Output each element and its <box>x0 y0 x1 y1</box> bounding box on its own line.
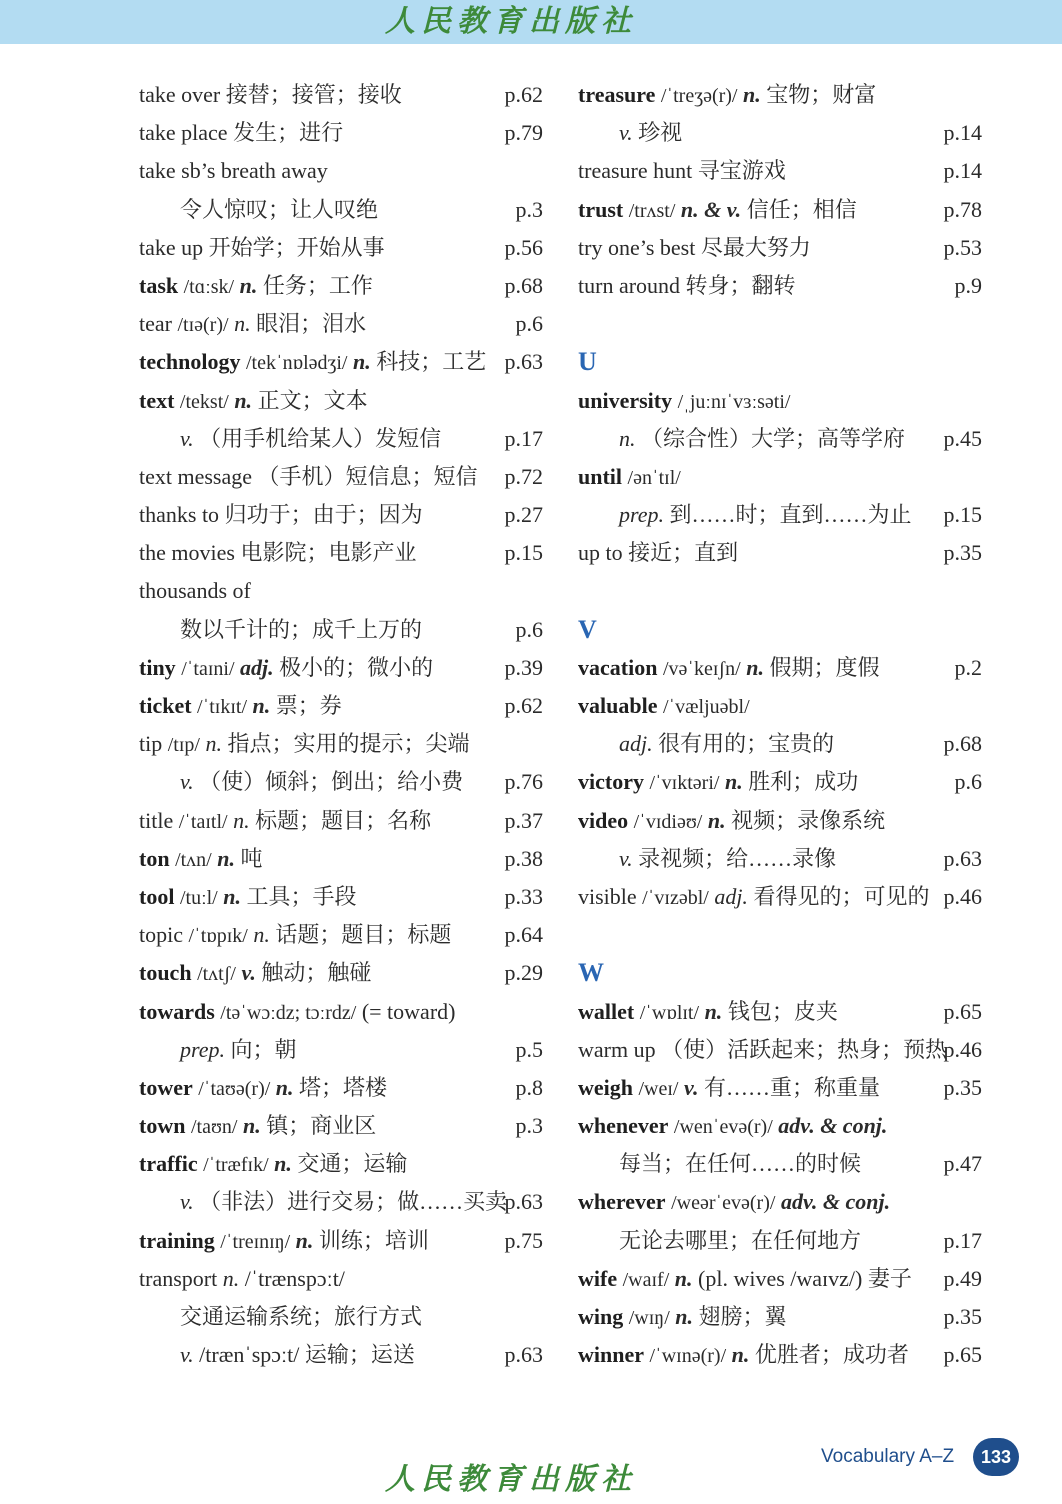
part-of-speech: n. <box>746 654 764 680</box>
page-ref: p.62 <box>504 693 543 718</box>
vocab-entry <box>578 114 982 152</box>
phonetic: /ˈwɪnə(r)/ <box>649 1345 727 1368</box>
vocab-entry <box>578 840 982 878</box>
page-ref: p.38 <box>504 845 543 871</box>
vocab-entry <box>139 420 543 458</box>
part-of-speech: n. <box>674 1265 693 1291</box>
definition: 钱包；皮夹 <box>727 998 838 1024</box>
page-ref: p.53 <box>943 234 982 260</box>
definition: 假期；度假 <box>769 654 880 680</box>
vocab-entry <box>139 343 543 381</box>
phonetic: /tekst/ <box>179 390 229 413</box>
part-of-speech: n. <box>675 1304 694 1329</box>
part-of-speech: n. <box>234 387 253 413</box>
definition: 话题；题目；标题 <box>275 922 452 948</box>
phonetic: /ˌjuːnɪˈvɜːsəti/ <box>677 390 791 413</box>
page-ref: p.3 <box>515 196 543 222</box>
phonetic: /ˈvɪktəri/ <box>649 772 720 795</box>
vocab-entry <box>139 1069 543 1107</box>
definition: （使）倾斜；倒出；给小费 <box>199 769 464 795</box>
phonetic: /waɪf/ <box>622 1268 670 1291</box>
definition: 宝物；财富 <box>766 82 877 107</box>
part-of-speech: adv. & conj. <box>778 1113 888 1139</box>
page-ref: p.5 <box>515 1036 543 1062</box>
definition: 归功于；由于；因为 <box>224 502 423 528</box>
page-ref: p.14 <box>943 120 982 146</box>
vocab-entry <box>139 1183 543 1221</box>
definition: （综合性）大学；高等学府 <box>641 425 906 451</box>
page-ref: p.46 <box>943 883 982 909</box>
headword: until <box>578 463 623 489</box>
definition: （用手机给某人）发短信 <box>199 425 442 451</box>
page-ref: p.68 <box>943 731 982 757</box>
definition: 翅膀；翼 <box>698 1304 787 1329</box>
vocab-entry <box>578 76 982 114</box>
vocab-entry <box>578 763 982 801</box>
vocab-entry <box>139 305 543 343</box>
definition: 优胜者；成功者 <box>754 1342 909 1368</box>
definition: 发生；进行 <box>233 120 344 146</box>
headword: touch <box>139 960 192 986</box>
page-ref: p.64 <box>504 922 543 948</box>
vocab-entry <box>139 1222 543 1260</box>
headword: transport <box>139 1265 218 1291</box>
vocab-entry <box>139 840 543 878</box>
definition: 视频；录像系统 <box>731 807 886 833</box>
definition: 看得见的；可见的 <box>753 883 930 909</box>
page-ref: p.75 <box>504 1227 543 1253</box>
headword: turn around <box>578 272 681 298</box>
vocab-entry <box>139 916 543 954</box>
vocab-entry <box>139 496 543 534</box>
part-of-speech: n. <box>353 349 371 375</box>
part-of-speech: n. <box>275 1074 294 1100</box>
headword: tear <box>139 311 172 337</box>
headword: wing <box>578 1304 624 1329</box>
vocab-entry <box>139 1336 543 1374</box>
headword: video <box>578 807 629 833</box>
headword: training <box>139 1227 215 1253</box>
page-ref: p.33 <box>504 883 543 909</box>
part-of-speech: n. <box>619 425 636 451</box>
part-of-speech: n. <box>234 311 251 337</box>
definition: 令人惊叹；让人叹绝 <box>180 196 379 222</box>
definition: 胜利；成功 <box>748 769 859 795</box>
definition: 任务；工作 <box>262 272 373 298</box>
vocab-entry <box>139 458 543 496</box>
part-of-speech: v. <box>180 425 194 451</box>
vocab-entry <box>139 534 543 572</box>
page-ref: p.63 <box>504 1342 543 1368</box>
page-ref: p.8 <box>515 1074 543 1100</box>
part-of-speech: n. <box>205 731 222 757</box>
phonetic: /weɪ/ <box>638 1077 679 1100</box>
page-ref: p.63 <box>504 349 543 375</box>
headword: ton <box>139 845 170 871</box>
part-of-speech: n. <box>707 807 726 833</box>
headword: trust <box>578 196 624 222</box>
definition: 很有用的；宝贵的 <box>658 731 835 757</box>
vocab-entry <box>139 954 543 992</box>
part-of-speech: adj. <box>619 731 653 757</box>
vocab-entry <box>578 1107 982 1145</box>
part-of-speech: n. <box>239 272 258 298</box>
definition: 标题；题目；名称 <box>255 807 432 833</box>
part-of-speech: n. <box>223 883 241 909</box>
part-of-speech: prep. <box>180 1036 226 1062</box>
vocab-entry <box>578 1031 982 1069</box>
definition: (= toward) <box>361 998 456 1024</box>
page-ref: p.45 <box>943 425 982 451</box>
definition: 指点；实用的提示；尖端 <box>227 731 470 757</box>
definition: （手机）短信息；短信 <box>257 463 478 489</box>
vocab-entry <box>578 534 982 572</box>
headword: take over <box>139 82 221 107</box>
definition: 极小的；微小的 <box>279 654 434 680</box>
part-of-speech: n. <box>274 1151 292 1177</box>
page-ref: p.15 <box>504 540 543 566</box>
phonetic: /ˈtreɪnɪŋ/ <box>220 1230 291 1253</box>
headword: university <box>578 387 673 413</box>
headword: wallet <box>578 998 635 1024</box>
phonetic: /ˈtaʊə(r)/ <box>198 1077 271 1100</box>
definition: （使）活跃起来；热身；预热 <box>661 1036 948 1062</box>
definition: 无论去哪里；在任何地方 <box>619 1227 862 1253</box>
spacer-row <box>578 916 982 954</box>
page-ref: p.62 <box>504 82 543 107</box>
vocab-entry <box>578 458 982 496</box>
part-of-speech: v. <box>180 769 194 795</box>
phonetic: /ˈtaɪni/ <box>181 657 235 680</box>
headword: tool <box>139 883 175 909</box>
phonetic: /tekˈnɒlədʒi/ <box>245 352 348 375</box>
section-letter: U <box>578 347 597 377</box>
left-column <box>139 76 543 1374</box>
definition: 训练；培训 <box>318 1227 429 1253</box>
part-of-speech: n. <box>217 845 235 871</box>
page-ref: p.68 <box>504 272 543 298</box>
vocab-entry <box>578 229 982 267</box>
definition: 交通；运输 <box>297 1151 408 1177</box>
definition: （非法）进行交易；做……买卖 <box>199 1189 508 1215</box>
part-of-speech: n. <box>743 82 761 107</box>
definition: 寻宝游戏 <box>697 158 786 184</box>
phonetic: /tuːl/ <box>179 886 218 909</box>
headword: winner <box>578 1342 644 1368</box>
definition: 有……重；称重量 <box>703 1074 880 1100</box>
phonetic: /ˈtɪkɪt/ <box>197 696 248 718</box>
section-letter-row <box>578 343 982 381</box>
vocab-entry <box>139 1107 543 1145</box>
vocab-entry <box>578 1145 982 1183</box>
headword: tower <box>139 1074 193 1100</box>
phonetic: /ˈtaɪtl/ <box>178 810 228 833</box>
headword: wife <box>578 1265 618 1291</box>
page-ref: p.14 <box>943 158 982 184</box>
vocab-entry <box>578 1260 982 1298</box>
page-ref: p.35 <box>943 1074 982 1100</box>
part-of-speech: n. & v. <box>680 196 742 222</box>
definition: 吨 <box>240 845 263 871</box>
headword: technology <box>139 349 241 375</box>
definition: 票；券 <box>275 693 342 718</box>
page-ref: p.29 <box>504 960 543 986</box>
definition: 录视频；给……录像 <box>638 845 837 871</box>
definition: 每当；在任何……的时候 <box>619 1151 862 1177</box>
vocab-entry <box>578 878 982 916</box>
vocab-entry <box>139 382 543 420</box>
definition: (pl. wives /waɪvz/) 妻子 <box>698 1265 912 1291</box>
headword: vacation <box>578 654 658 680</box>
vocab-entry <box>139 572 543 610</box>
headword: wherever <box>578 1189 666 1215</box>
definition: /ˈtrænspɔːt/ <box>244 1265 345 1291</box>
part-of-speech: n. <box>252 693 271 718</box>
headword: visible <box>578 883 637 909</box>
definition: 正文；文本 <box>257 387 368 413</box>
page-ref: p.6 <box>515 616 543 642</box>
headword: ticket <box>139 693 192 718</box>
section-letter: W <box>578 958 604 988</box>
vocab-entry <box>578 496 982 534</box>
phonetic: /təˈwɔːdz; tɔːrdz/ <box>220 1001 357 1024</box>
headword: take place <box>139 120 228 146</box>
vocab-entry <box>139 1031 543 1069</box>
definition: 信任；相信 <box>746 196 857 222</box>
part-of-speech: prep. <box>619 502 665 528</box>
vocab-entry <box>578 687 982 725</box>
phonetic: /tʌn/ <box>175 848 212 871</box>
headword: task <box>139 272 179 298</box>
part-of-speech: v. <box>180 1189 194 1215</box>
page-ref: p.17 <box>943 1227 982 1253</box>
headword: tiny <box>139 654 176 680</box>
vocab-entry <box>139 725 543 763</box>
part-of-speech: n. <box>295 1227 314 1253</box>
page-ref: p.49 <box>943 1265 982 1291</box>
definition: 开始学；开始从事 <box>208 234 385 260</box>
section-letter: V <box>578 614 597 644</box>
part-of-speech: v. <box>619 120 633 146</box>
headword: valuable <box>578 693 658 718</box>
vocab-entry <box>578 725 982 763</box>
part-of-speech: n. <box>242 1113 261 1139</box>
vocab-entry <box>139 1145 543 1183</box>
publisher-logo-top: 人民教育出版社 <box>385 4 637 39</box>
vocab-entry <box>578 1069 982 1107</box>
page-ref: p.17 <box>504 425 543 451</box>
page-ref: p.78 <box>943 196 982 222</box>
phonetic: /ˈtreʒə(r)/ <box>660 85 738 107</box>
phonetic: /vəˈkeɪʃn/ <box>662 657 741 680</box>
vocab-entry <box>578 1336 982 1374</box>
headword: text <box>139 387 175 413</box>
headword: text message <box>139 463 253 489</box>
definition: 工具；手段 <box>246 883 357 909</box>
phonetic: /ˈwɒlɪt/ <box>639 1001 700 1024</box>
part-of-speech: adj. <box>714 883 748 909</box>
headword: whenever <box>578 1113 669 1139</box>
definition: 珍视 <box>638 120 683 146</box>
phonetic: /ənˈtɪl/ <box>627 466 681 489</box>
vocab-entry <box>139 267 543 305</box>
part-of-speech: n. <box>724 769 743 795</box>
vocab-entry <box>578 802 982 840</box>
headword: towards <box>139 998 215 1024</box>
vocab-entry <box>578 267 982 305</box>
part-of-speech: adv. & conj. <box>780 1189 891 1215</box>
vocab-entry <box>139 229 543 267</box>
vocab-entry <box>139 993 543 1031</box>
vocab-entry <box>139 76 543 114</box>
vocab-entry <box>139 763 543 801</box>
headword: up to <box>578 540 623 566</box>
page-ref: p.9 <box>954 272 982 298</box>
vocab-entry <box>139 152 543 190</box>
definition: 数以千计的；成千上万的 <box>180 616 423 642</box>
headword: town <box>139 1113 186 1139</box>
page-ref: p.65 <box>943 1342 982 1368</box>
page-number-badge: 133 <box>973 1438 1019 1476</box>
publisher-logo-bottom: 人民教育出版社 <box>385 1462 637 1497</box>
definition: 交通运输系统；旅行方式 <box>180 1304 423 1329</box>
page-ref: p.65 <box>943 998 982 1024</box>
definition: 尽最大努力 <box>700 234 811 260</box>
vocab-entry <box>578 420 982 458</box>
headword: try one’s best <box>578 234 696 260</box>
definition: 向；朝 <box>230 1036 297 1062</box>
headword: warm up <box>578 1036 656 1062</box>
part-of-speech: v. <box>241 960 256 986</box>
page-ref: p.6 <box>954 769 982 795</box>
vocab-entry <box>139 802 543 840</box>
section-letter-row <box>578 611 982 649</box>
section-label: Vocabulary A–Z <box>821 1446 955 1467</box>
part-of-speech: v. <box>684 1074 699 1100</box>
phonetic: /ˈtræfɪk/ <box>203 1154 269 1177</box>
headword: treasure hunt <box>578 158 693 184</box>
definition: /trænˈspɔːt/ 运输；运送 <box>199 1342 415 1368</box>
page-ref: p.15 <box>943 502 982 528</box>
headword: tip <box>139 731 163 757</box>
vocab-entry <box>139 114 543 152</box>
right-column <box>578 76 982 1374</box>
phonetic: /tɪə(r)/ <box>177 314 229 337</box>
page-ref: p.27 <box>504 502 543 528</box>
headword: treasure <box>578 82 656 107</box>
definition: 电影院；电影产业 <box>240 540 417 566</box>
part-of-speech: adj. <box>240 654 274 680</box>
vocab-entry <box>139 1260 543 1298</box>
phonetic: /weərˈevə(r)/ <box>671 1192 776 1215</box>
phonetic: /wɪŋ/ <box>628 1307 670 1329</box>
part-of-speech: v. <box>619 845 633 871</box>
definition: 眼泪；泪水 <box>256 311 367 337</box>
vocab-entry <box>578 382 982 420</box>
vocab-entry <box>139 649 543 687</box>
headword: thanks to <box>139 502 220 528</box>
definition: 接替；接管；接收 <box>225 82 402 107</box>
page-ref: p.72 <box>504 463 543 489</box>
headword: the movies <box>139 540 235 566</box>
definition: 到……时；直到……为止 <box>669 502 912 528</box>
phonetic: /tɑːsk/ <box>183 275 235 298</box>
phonetic: /ˈvæljuəbl/ <box>662 696 750 718</box>
spacer-row <box>578 305 982 343</box>
headword: topic <box>139 922 183 948</box>
phonetic: /tʌtʃ/ <box>197 963 236 986</box>
headword: title <box>139 807 174 833</box>
part-of-speech: n. <box>253 922 270 948</box>
part-of-speech: n. <box>731 1342 750 1368</box>
page-ref: p.37 <box>504 807 543 833</box>
vocab-entry <box>139 878 543 916</box>
definition: 镇；商业区 <box>266 1113 377 1139</box>
page-ref: p.2 <box>954 654 982 680</box>
definition: 科技；工艺 <box>376 349 487 375</box>
page-ref: p.56 <box>504 234 543 260</box>
headword: traffic <box>139 1151 198 1177</box>
page-ref: p.3 <box>515 1113 543 1139</box>
headword: weigh <box>578 1074 633 1100</box>
definition: 塔；塔楼 <box>299 1074 388 1100</box>
part-of-speech: n. <box>233 807 250 833</box>
part-of-speech: n. <box>704 998 723 1024</box>
page-ref: p.63 <box>943 845 982 871</box>
headword: take up <box>139 234 204 260</box>
phonetic: /trʌst/ <box>628 199 676 222</box>
vocab-entry <box>578 1183 982 1221</box>
phonetic: /ˈtɒpɪk/ <box>188 925 248 948</box>
page-ref: p.46 <box>943 1036 982 1062</box>
definition: 触动；触碰 <box>261 960 372 986</box>
page-ref: p.79 <box>504 120 543 146</box>
vocab-entry <box>578 191 982 229</box>
page-ref: p.76 <box>504 769 543 795</box>
definition: 接近；直到 <box>628 540 739 566</box>
phonetic: /wenˈevə(r)/ <box>673 1116 773 1139</box>
phonetic: /ˈvɪzəbl/ <box>642 886 709 909</box>
vocab-entry <box>139 191 543 229</box>
phonetic: /tɪp/ <box>167 734 200 757</box>
part-of-speech: n. <box>222 1265 240 1291</box>
definition: 转身；翻转 <box>685 272 796 298</box>
vocab-entry <box>578 1222 982 1260</box>
phonetic: /ˈvɪdiəʊ/ <box>633 810 703 833</box>
page-ref: p.35 <box>943 1304 982 1329</box>
vocab-entry <box>139 611 543 649</box>
section-letter-row <box>578 954 982 992</box>
spacer-row <box>578 572 982 610</box>
page-ref: p.35 <box>943 540 982 566</box>
part-of-speech: v. <box>180 1342 194 1368</box>
headword: thousands of <box>139 578 251 604</box>
page-ref: p.47 <box>943 1151 982 1177</box>
vocab-entry <box>578 649 982 687</box>
vocab-entry <box>139 1298 543 1336</box>
vocab-entry <box>578 993 982 1031</box>
vocab-entry <box>139 687 543 725</box>
vocab-entry <box>578 1298 982 1336</box>
vocab-entry <box>578 152 982 190</box>
page-ref: p.39 <box>504 654 543 680</box>
page-ref: p.6 <box>515 311 543 337</box>
page-ref: p.63 <box>504 1189 543 1215</box>
headword: take sb’s breath away <box>139 158 328 184</box>
phonetic: /taʊn/ <box>190 1116 238 1139</box>
headword: victory <box>578 769 644 795</box>
